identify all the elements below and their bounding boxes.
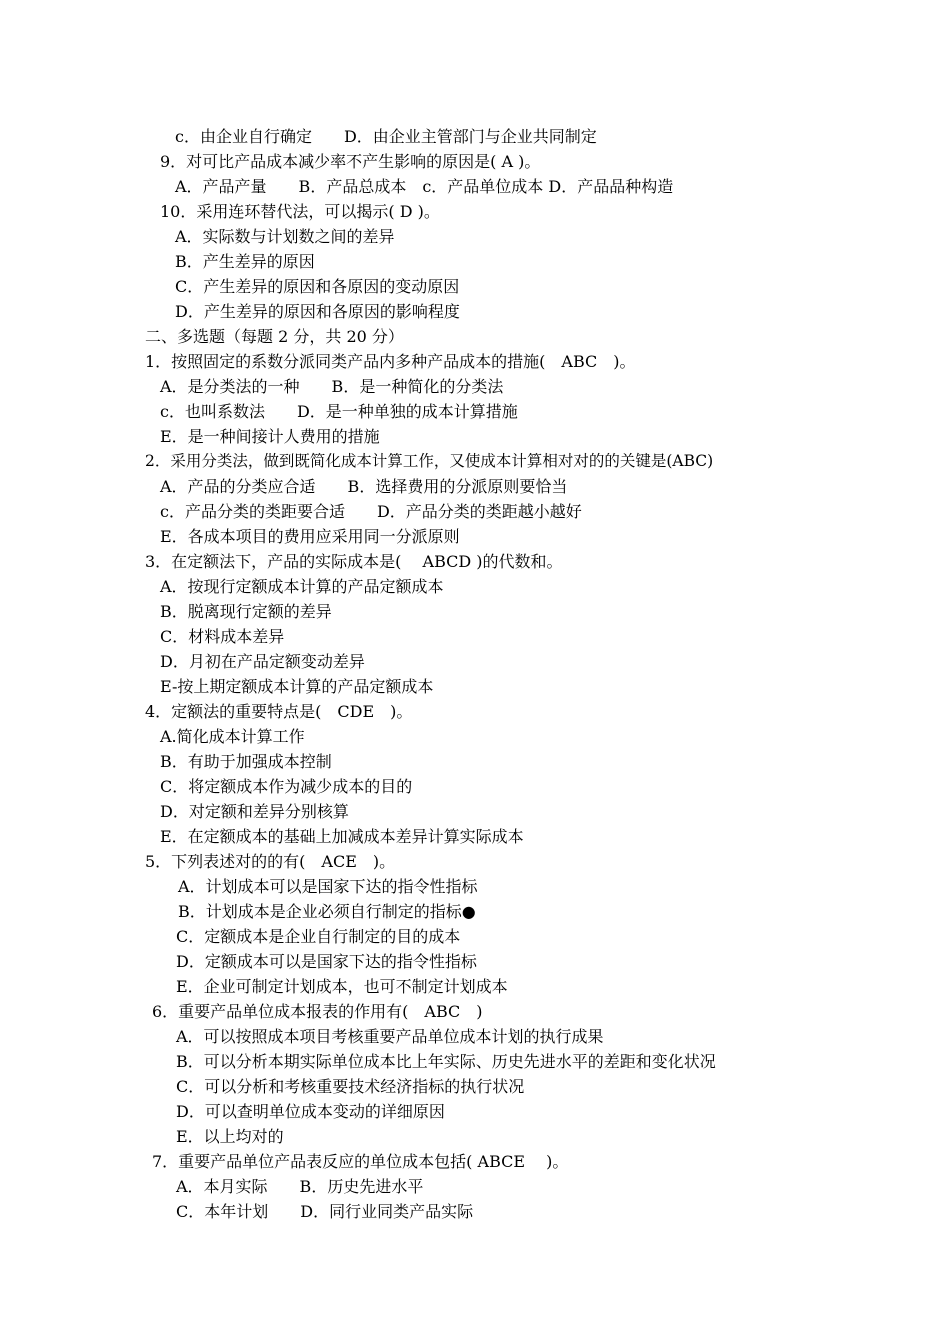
option-line: c．由企业自行确定 D．由企业主管部门与企业共同制定 bbox=[175, 127, 597, 146]
question-line: 1．按照固定的系数分派同类产品内多种产品成本的措施( ABC )。 bbox=[145, 352, 636, 371]
option-line: c．也叫系数法 D．是一种单独的成本计算措施 bbox=[160, 402, 518, 421]
option-line: A．实际数与计划数之间的差异 bbox=[175, 227, 395, 246]
option-line: E．在定额成本的基础上加减成本差异计算实际成本 bbox=[160, 827, 524, 846]
option-line: C．产生差异的原因和各原因的变动原因 bbox=[175, 277, 460, 296]
question-line: 6．重要产品单位成本报表的作用有( ABC ) bbox=[152, 1002, 483, 1021]
option-line: B．产生差异的原因 bbox=[175, 252, 315, 271]
option-line: A．产品产量 B．产品总成本 c．产品单位成本 D．产品品种构造 bbox=[175, 177, 674, 196]
question-line: 9．对可比产品成本减少率不产生影响的原因是( A )。 bbox=[160, 152, 541, 171]
option-line: B．计划成本是企业必须自行制定的指标● bbox=[178, 902, 476, 921]
option-line: C．定额成本是企业自行制定的目的成本 bbox=[176, 927, 461, 946]
option-line: A．产品的分类应合适 B．选择费用的分派原则要恰当 bbox=[160, 477, 568, 496]
option-line: D．对定额和差异分别核算 bbox=[160, 802, 349, 821]
option-line: A．可以按照成本项目考核重要产品单位成本计划的执行成果 bbox=[176, 1027, 604, 1046]
question-line: 4．定额法的重要特点是( CDE )。 bbox=[145, 702, 413, 721]
option-line: E．各成本项目的费用应采用同一分派原则 bbox=[160, 527, 460, 546]
option-line: E．企业可制定计划成本，也可不制定计划成本 bbox=[176, 977, 508, 996]
question-line: 3．在定额法下，产品的实际成本是( ABCD )的代数和。 bbox=[145, 552, 563, 571]
option-line: A．计划成本可以是国家下达的指令性指标 bbox=[178, 877, 478, 896]
option-line: C．本年计划 D．同行业同类产品实际 bbox=[176, 1202, 474, 1221]
option-line: A.简化成本计算工作 bbox=[160, 727, 305, 746]
option-line: B．有助于加强成本控制 bbox=[160, 752, 332, 771]
option-line: C．可以分析和考核重要技术经济指标的执行状况 bbox=[176, 1077, 525, 1096]
option-line: c．产品分类的类距要合适 D．产品分类的类距越小越好 bbox=[160, 502, 582, 521]
option-line: A．本月实际 B．历史先进水平 bbox=[176, 1177, 424, 1196]
option-line: E．是一种间接计人费用的措施 bbox=[160, 427, 380, 446]
question-line: 5．下列表述对的的有( ACE )。 bbox=[145, 852, 396, 871]
option-line: E-按上期定额成本计算的产品定额成本 bbox=[160, 677, 434, 696]
option-line: C．材料成本差异 bbox=[160, 627, 285, 646]
section-heading: 二、多选题（每题 2 分，共 20 分） bbox=[145, 327, 404, 346]
option-line: E．以上均对的 bbox=[176, 1127, 284, 1146]
question-line: 10．采用连环替代法，可以揭示( D )。 bbox=[160, 202, 440, 221]
option-line: C．将定额成本作为减少成本的目的 bbox=[160, 777, 413, 796]
option-line: B．可以分析本期实际单位成本比上年实际、历史先进水平的差距和变化状况 bbox=[176, 1052, 716, 1071]
question-line: 2．采用分类法，做到既简化成本计算工作，又使成本计算相对对的的关键是(ABC) bbox=[145, 452, 714, 470]
option-line: B．脱离现行定额的差异 bbox=[160, 602, 332, 621]
option-line: D．可以查明单位成本变动的详细原因 bbox=[176, 1102, 445, 1121]
option-line: A．按现行定额成本计算的产品定额成本 bbox=[160, 577, 444, 596]
option-line: D．定额成本可以是国家下达的指令性指标 bbox=[176, 952, 477, 971]
option-line: A．是分类法的一种 B．是一种简化的分类法 bbox=[160, 377, 504, 396]
option-line: D．月初在产品定额变动差异 bbox=[160, 652, 365, 671]
option-line: D．产生差异的原因和各原因的影响程度 bbox=[175, 302, 460, 321]
question-line: 7．重要产品单位产品表反应的单位成本包括( ABCE )。 bbox=[152, 1152, 569, 1171]
